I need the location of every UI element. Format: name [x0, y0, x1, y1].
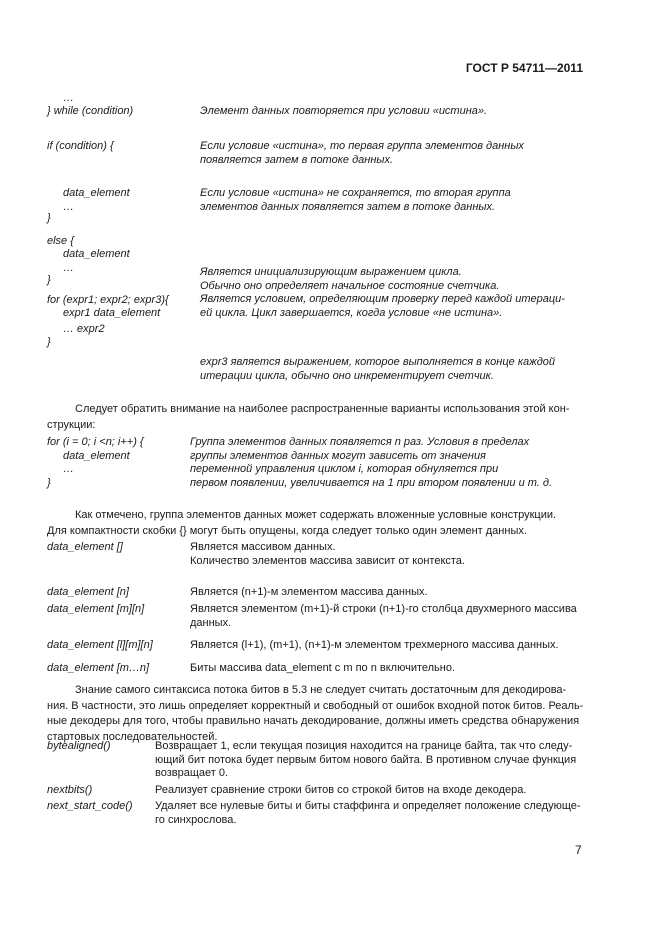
for-example-code: }: [47, 477, 51, 489]
if-description-2: появляется затем в потоке данных.: [200, 154, 394, 166]
ellipsis: …: [63, 201, 74, 213]
expr3-description-1: expr3 является выражением, которое выполняется в конце каждой: [200, 356, 556, 368]
expr2-description-1: Является условием, определяющим проверку перед каждой итераци-: [200, 293, 565, 305]
else-code: else {: [47, 235, 74, 247]
expr1-data-element-code: expr1 data_element: [63, 307, 161, 319]
note-line-2: струкции:: [47, 418, 96, 431]
for-example-description: переменной управления циклом i, которая обнуляется при: [190, 463, 499, 475]
function-description: го синхрослова.: [155, 814, 237, 826]
expr2-description-2: ей цикла. Цикл завершается, когда условие «не истина».: [200, 307, 503, 319]
for-example-description: Группа элементов данных появляется n раз. Условия в пределах: [190, 436, 530, 448]
for-example-description: первом появлении, увеличивается на 1 при втором появлении и т. д.: [190, 477, 553, 489]
while-description: Элемент данных повторяется при условии «истина».: [200, 105, 488, 117]
array-description: Является (n+1)-м элементом массива данных.: [190, 586, 428, 598]
expr1-description-1: Является инициализирующим выражением цикла.: [200, 266, 462, 278]
array-term: data_element [m][n]: [47, 603, 145, 615]
close-brace: }: [47, 336, 51, 348]
nesting-line-2: Для компактности скобки {} могут быть опущены, когда следует только один элемент данных.: [47, 524, 527, 537]
array-description: Количество элементов массива зависит от контекста.: [190, 555, 465, 567]
nesting-paragraph: [47, 508, 584, 539]
syntax-line-1: Знание самого синтаксиса потока битов в 5.3 не следует считать достаточным для декодирова-: [75, 684, 567, 696]
array-description: Является массивом данных.: [190, 541, 336, 553]
data-element-code: data_element: [63, 187, 130, 199]
function-name: nextbits(): [47, 784, 93, 796]
for-example-code: data_element: [63, 450, 130, 462]
array-term: data_element [l][m][n]: [47, 639, 153, 651]
for-example-code: for (i = 0; i <n; i++) {: [47, 436, 144, 448]
close-brace: }: [47, 274, 51, 286]
else-description-2: элементов данных появляется затем в потоке данных.: [200, 201, 496, 213]
syntax-paragraph: [47, 683, 584, 745]
function-description: Возвращает 1, если текущая позиция находится на границе байта, так что следу-: [155, 740, 573, 752]
function-description: Удаляет все нулевые биты и биты стаффинга и определяет положение следующе-: [155, 800, 581, 812]
syntax-line-3: ные декодеры для того, чтобы правильно начать декодирование, должны иметь средства обнаружения: [47, 715, 580, 727]
function-name: next_start_code(): [47, 800, 133, 812]
syntax-line-4: стартовых последовательностей.: [47, 730, 218, 743]
array-term: data_element [m…n]: [47, 662, 150, 674]
ellipsis: …: [63, 92, 74, 104]
array-description: данных.: [190, 617, 232, 629]
while-code: } while (condition): [47, 105, 134, 117]
data-element-code: data_element: [63, 248, 130, 260]
else-description-1: Если условие «истина» не сохраняется, то вторая группа: [200, 187, 511, 199]
for-code: for (expr1; expr2; expr3){: [47, 294, 169, 306]
nesting-line-1: Как отмечено, группа элементов данных может содержать вложенные условные конструкции.: [75, 509, 557, 521]
function-name: bytealigned(): [47, 740, 111, 752]
syntax-line-2: ния. В частности, это лишь определяет корректный и свободный от ошибок входной поток битов. Реаль-: [47, 699, 584, 712]
array-term: data_element []: [47, 541, 123, 553]
for-example-code: …: [63, 463, 74, 475]
array-term: data_element [n]: [47, 586, 129, 598]
expr1-description-2: Обычно оно определяет начальное состояние счетчика.: [200, 280, 500, 292]
note-paragraph: [47, 402, 584, 433]
standard-header: ГОСТ Р 54711—2011: [465, 61, 583, 75]
expr2-code: … expr2: [63, 323, 105, 335]
if-description-1: Если условие «истина», то первая группа элементов данных: [200, 140, 524, 152]
if-code: if (condition) {: [47, 140, 114, 152]
note-line-1: Следует обратить внимание на наиболее распространенные варианты использования этой кон-: [75, 403, 570, 415]
function-description: ющий бит потока будет первым битом нового байта. В противном случае функция: [155, 754, 577, 766]
for-example-description: группы элементов данных могут зависеть от значения: [190, 450, 486, 462]
function-description: Реализует сравнение строки битов со строкой битов на входе декодера.: [155, 784, 527, 796]
function-description: возвращает 0.: [155, 767, 229, 779]
close-brace: }: [47, 212, 51, 224]
array-description: Является (l+1), (m+1), (n+1)-м элементом трехмерного массива данных.: [190, 639, 559, 651]
ellipsis: …: [63, 262, 74, 274]
array-description: Биты массива data_element с m по n включительно.: [190, 662, 456, 674]
expr3-description-2: итерации цикла, обычно оно инкрементирует счетчик.: [200, 370, 494, 382]
array-description: Является элементом (m+1)-й строки (n+1)-го столбца двухмерного массива: [190, 603, 577, 615]
page-number: 7: [575, 843, 582, 857]
